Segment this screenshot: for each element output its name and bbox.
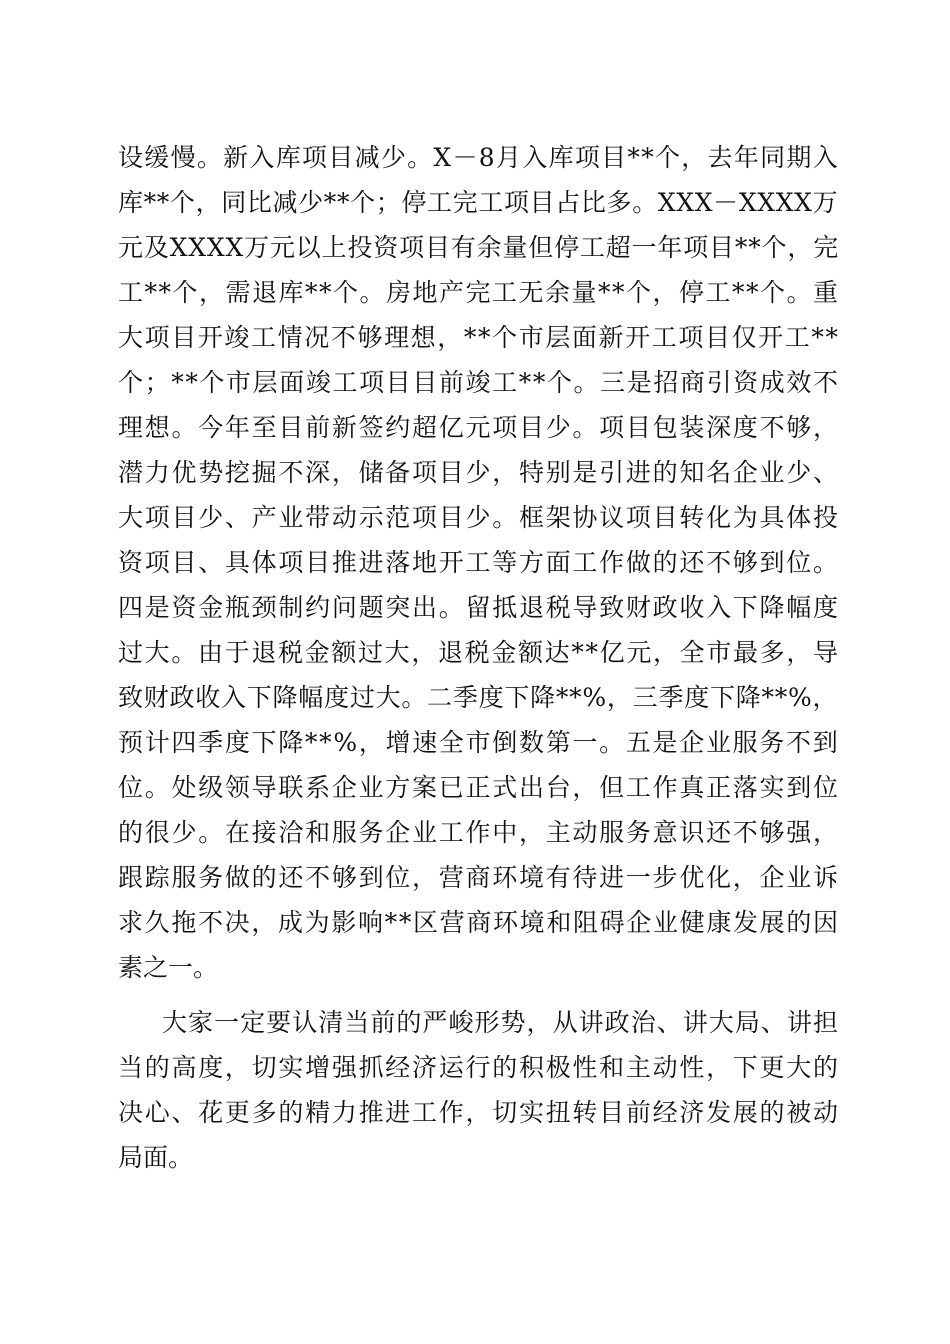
- text-line: 局面。: [118, 1143, 194, 1172]
- text-line: 潜力优势挖掘不深，储备项目少，特别是引进的知名企业少、: [118, 458, 840, 487]
- text-line: 资项目、具体项目推进落地开工等方面工作做的还不够到位。: [118, 548, 840, 577]
- text-line: 大项目少、产业带动示范项目少。框架协议项目转化为具体投: [118, 503, 840, 532]
- text-line: 过大。由于退税金额过大，退税金额达**亿元，全市最多，导: [118, 638, 840, 667]
- text-line: 决心、花更多的精力推进工作，切实扭转目前经济发展的被动: [118, 1098, 840, 1127]
- text-line: 库**个，同比减少**个；停工完工项目占比多。XXX－XXXX万: [118, 188, 839, 217]
- text-line: 求久拖不决，成为影响**区营商环境和阻碍企业健康发展的因: [118, 908, 840, 937]
- text-line: 个；**个市层面竣工项目目前竣工**个。三是招商引资成效不: [118, 368, 840, 397]
- text-line: 工**个，需退库**个。房地产完工无余量**个，停工**个。重: [118, 278, 840, 307]
- text-line: 预计四季度下降**%，增速全市倒数第一。五是企业服务不到: [118, 728, 840, 757]
- text-line: 四是资金瓶颈制约问题突出。留抵退税导致财政收入下降幅度: [118, 593, 840, 622]
- text-line: 大家一定要认清当前的严峻形势，从讲政治、讲大局、讲担: [162, 1008, 840, 1037]
- text-line: 的很少。在接洽和服务企业工作中，主动服务意识还不够强，: [118, 818, 840, 847]
- text-line: 设缓慢。新入库项目减少。X－8月入库项目**个，去年同期入: [118, 143, 839, 172]
- text-line: 素之一。: [118, 953, 219, 982]
- text-line: 当的高度，切实增强抓经济运行的积极性和主动性，下更大的: [118, 1053, 840, 1082]
- text-line: 大项目开竣工情况不够理想，**个市层面新开工项目仅开工**: [118, 323, 840, 352]
- text-line: 跟踪服务做的还不够到位，营商环境有待进一步优化，企业诉: [118, 863, 840, 892]
- text-line: 元及XXXX万元以上投资项目有余量但停工超一年项目**个，完: [118, 233, 840, 262]
- text-line: 理想。今年至目前新签约超亿元项目少。项目包装深度不够，: [118, 413, 840, 442]
- text-line: 致财政收入下降幅度过大。二季度下降**%，三季度下降**%，: [118, 683, 839, 712]
- text-line: 位。处级领导联系企业方案已正式出台，但工作真正落实到位: [118, 773, 840, 802]
